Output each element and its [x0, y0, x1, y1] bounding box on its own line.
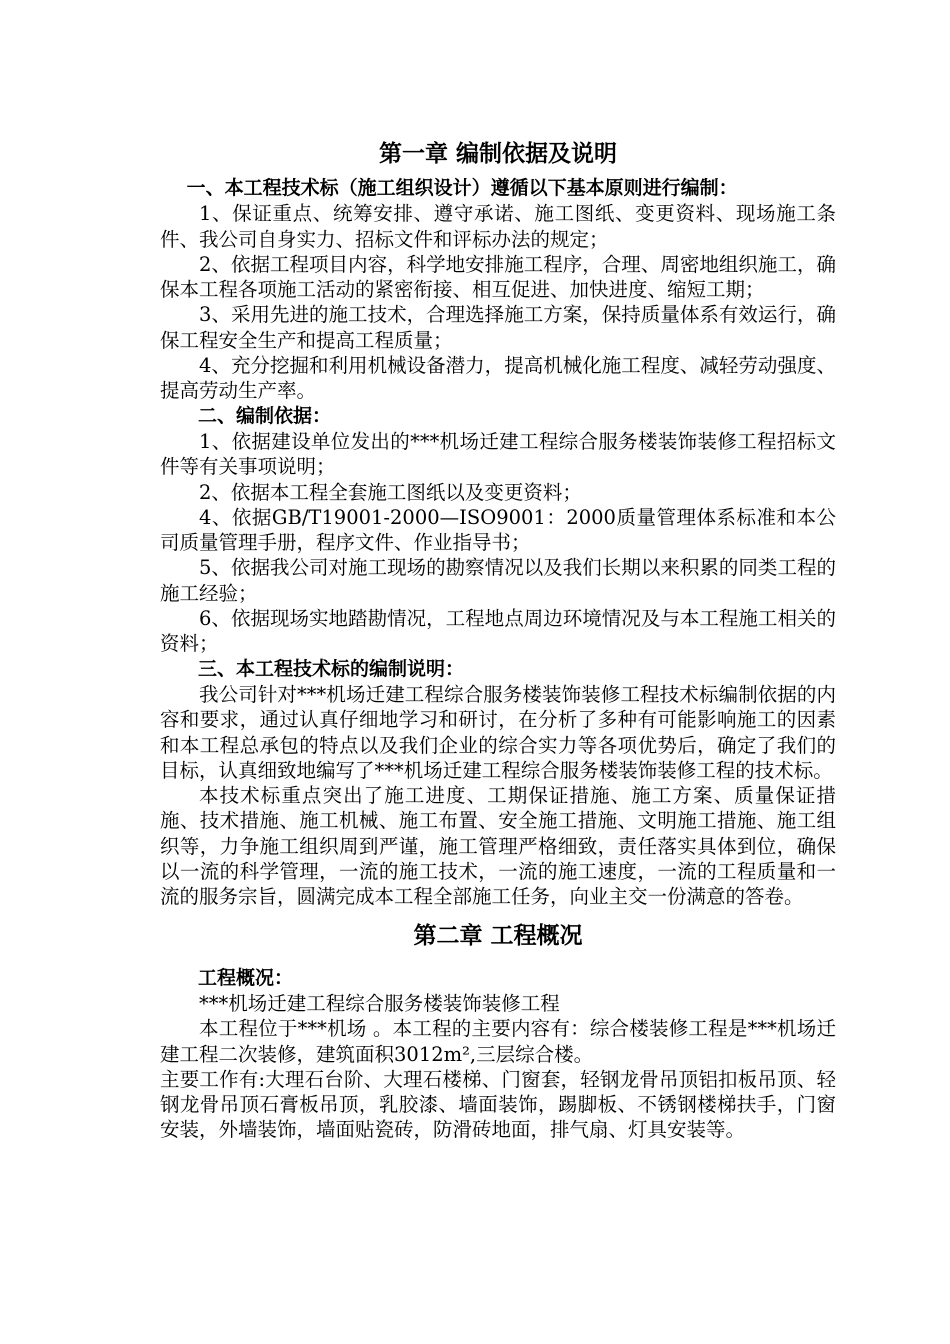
principle-item: 4、充分挖掘和利用机械设备潜力，提高机械化施工程度、减轻劳动强度、提高劳动生产率。	[160, 354, 836, 403]
project-name: ***机场迁建工程综合服务楼装饰装修工程	[199, 991, 560, 1015]
chapter-2-title: 第二章 工程概况	[413, 922, 583, 949]
section-1-heading: 一、本工程技术标（施工组织设计）遵循以下基本原则进行编制：	[186, 177, 738, 199]
basis-item: 5、依据我公司对施工现场的勘察情况以及我们长期以来积累的同类工程的施工经验；	[160, 556, 836, 605]
basis-item: 6、依据现场实地踏勘情况，工程地点周边环境情况及与本工程施工相关的资料；	[160, 607, 836, 656]
explanation-paragraph: 我公司针对***机场迁建工程综合服务楼装饰装修工程技术标编制依据的内容和要求，通过认真仔细地学习和研讨，在分析了多种有可能影响施工的因素和本工程总承包的特点以及我们企业的综合实力等各项优势后，确定了我们的目标，认真细致地编写了***机场迁建工程综合服务楼装饰装修工程的技术标。	[160, 682, 836, 782]
basis-item: 4、依据GB/T19001-2000—ISO9001：2000质量管理体系标准和本公司质量管理手册，程序文件、作业指导书；	[160, 505, 836, 555]
principle-item: 1、保证重点、统筹安排、遵守承诺、施工图纸、变更资料、现场施工条件、我公司自身实力、招标文件和评标办法的规定；	[160, 202, 836, 251]
project-location-text: 本工程位于***机场 。本工程的主要内容有：综合楼装修工程是***机场迁建工程二次装修，建筑面积3012m²,三层综合楼。	[160, 1017, 836, 1066]
principle-item: 3、采用先进的施工技术，合理选择施工方案，保持质量体系有效运行，确保工程安全生产和提高工程质量；	[160, 303, 836, 352]
basis-item: 1、依据建设单位发出的***机场迁建工程综合服务楼装饰装修工程招标文件等有关事项说明；	[160, 429, 836, 479]
overview-heading: 工程概况：	[198, 966, 294, 989]
explanation-paragraph: 本技术标重点突出了施工进度、工期保证措施、施工方案、质量保证措施、技术措施、施工机械、施工布置、安全施工措施、文明施工措施、施工组织等，力争施工组织周到严谨，施工管理严格细致，责任落实具体到位，确保以一流的科学管理，一流的施工技术，一流的施工速度，一流的工程质量和一流的服务宗旨，圆满完成本工程全部施工任务，向业主交一份满意的答卷。	[160, 784, 836, 909]
chapter-1-title: 第一章 编制依据及说明	[378, 141, 617, 167]
section-2-heading: 二、编制依据：	[198, 404, 332, 427]
main-work-text: 主要工作有:大理石台阶、大理石楼梯、门窗套，轻钢龙骨吊顶铝扣板吊顶、轻钢龙骨吊顶石膏板吊顶，乳胶漆、墙面装饰，踢脚板、不锈钢楼梯扶手，门窗安装，外墙装饰，墙面贴瓷砖，防滑砖地面，排气扇、灯具安装等。	[160, 1067, 836, 1142]
basis-item: 2、依据本工程全套施工图纸以及变更资料；	[199, 480, 582, 504]
principle-item: 2、依据工程项目内容，科学地安排施工程序，合理、周密地组织施工，确保本工程各项施工活动的紧密衔接、相互促进、加快进度、缩短工期；	[160, 252, 836, 302]
document-page	[160, 132, 836, 1143]
section-3-heading: 三、本工程技术标的编制说明：	[198, 657, 465, 680]
